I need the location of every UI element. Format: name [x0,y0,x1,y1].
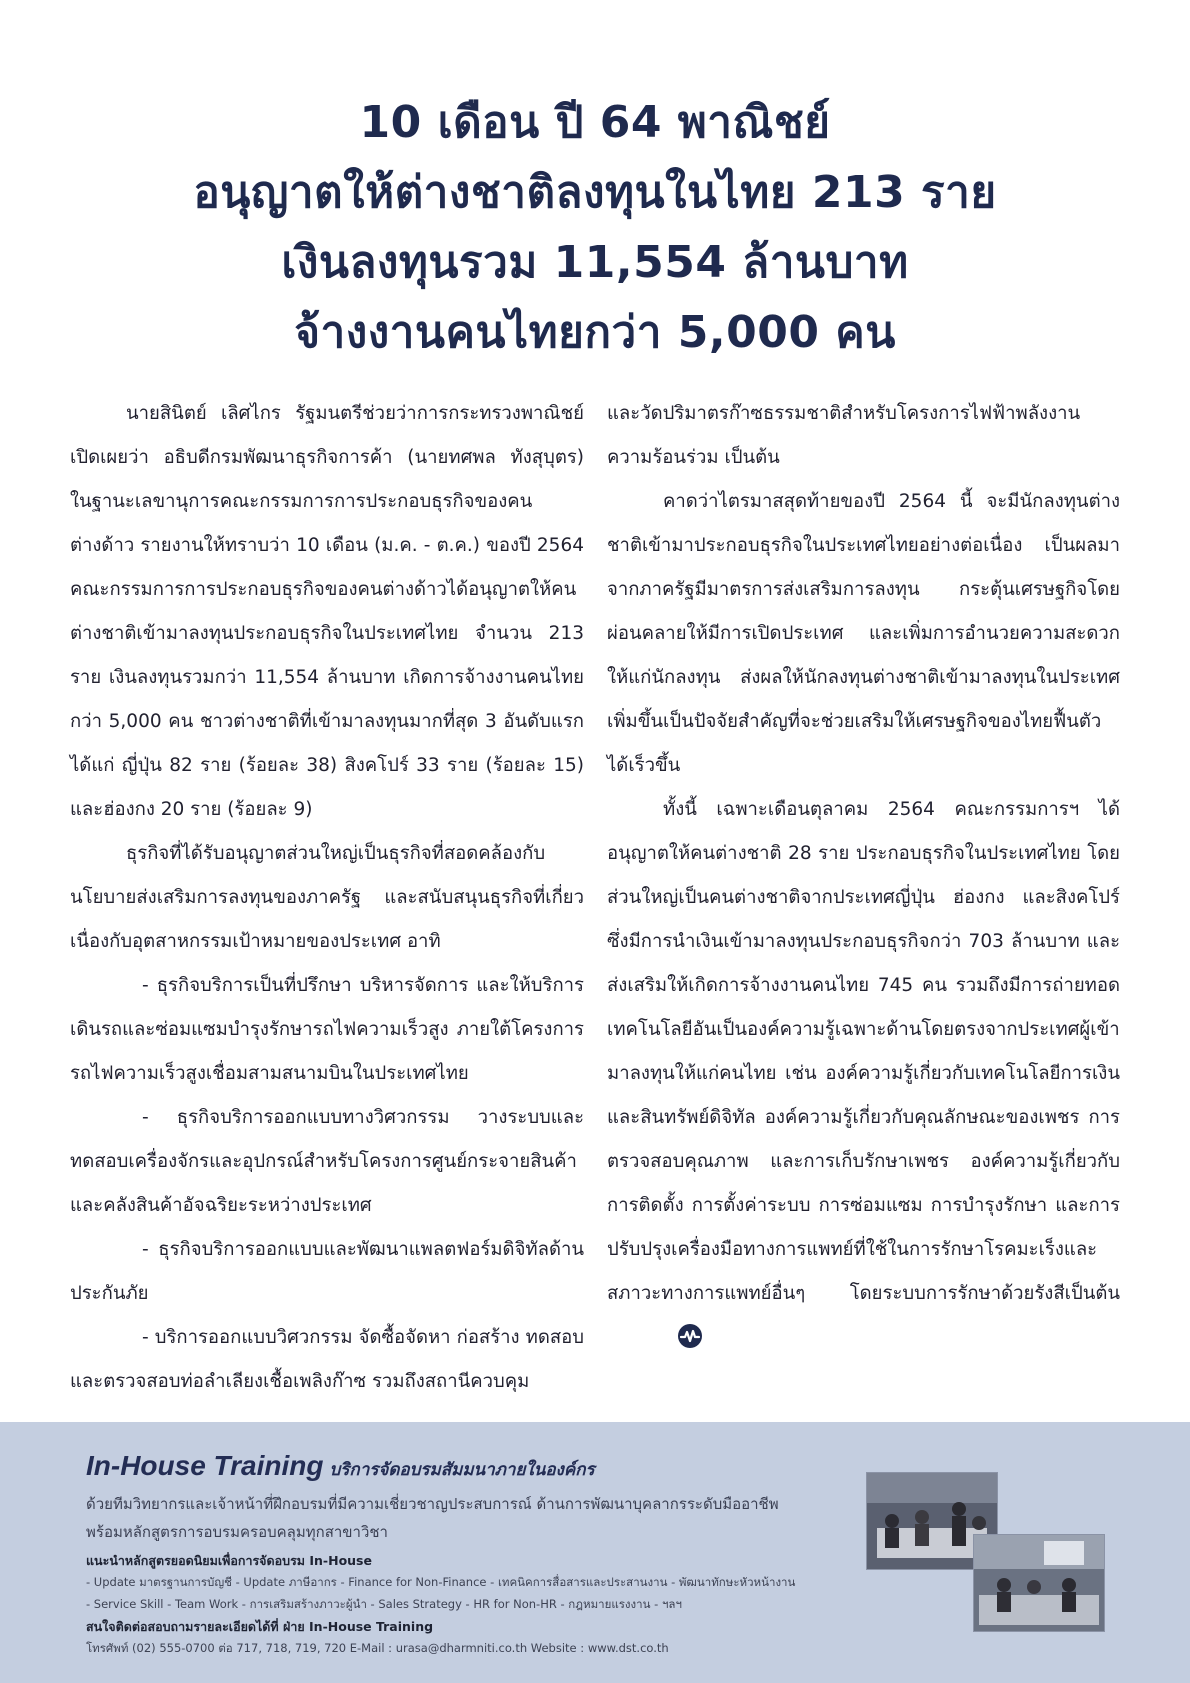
headline [60,88,1130,368]
article-bullet: - ธุรกิจบริการออกแบบและพัฒนาแพลตฟอร์มดิจิทัลด้านประกันภัย [70,1239,584,1304]
article-end-logo-icon [621,1322,647,1348]
article-paragraph-text: ทั้งนี้ เฉพาะเดือนตุลาคม 2564 คณะกรรมการฯ ได้อนุญาตให้คนต่างชาติ 28 ราย ประกอบธุรกิจในประเทศไทย โดยส่วนใหญ่เป็นคนต่างชาติจากประเทศญี่ปุ่น ฮ่องกง และสิงคโปร์ ซึ่งมีการนำเงินเข้ามาลงทุนประกอบธุรกิจกว่า 703 ล้านบาท และส่งเสริมให้เกิดการจ้างงานคนไทย 745 คน รวมถึงมีการถ่ายทอดเทคโนโลยีอันเป็นองค์ความรู้เฉพาะด้านโดยตรงจากประเทศผู้เข้ามาลงทุนให้แก่คนไทย เช่น องค์ความรู้เกี่ยวกับเทคโนโลยีการเงินและสินทรัพย์ดิจิทัล องค์ความรู้เกี่ยวกับคุณลักษณะของเพชร การตรวจสอบคุณภาพ และการเก็บรักษาเพชร องค์ความรู้เกี่ยวกับการติดตั้ง การตั้งค่าระบบ การซ่อมแซม การบำรุงรักษา และการปรับปรุงเครื่องมือทางการแพทย์ที่ใช้ในการรักษาโรคมะเร็งและสภาวะทางการแพทย์อื่นๆ โดยระบบการรักษาด้วยรังสีเป็นต้น [607,799,1120,1304]
footer-courses-heading: แนะนำหลักสูตรยอดนิยมเพื่อการจัดอบรม In-House [86,1553,372,1568]
headline-line-2: อนุญาตให้ต่างชาติลงทุนในไทย 213 ราย [193,167,997,218]
footer-title-text: In-House Training [86,1450,324,1481]
headline-line-1: 10 เดือน ปี 64 พาณิชย์ [359,97,831,148]
article-paragraph: คาดว่าไตรมาสสุดท้ายของปี 2564 นี้ จะมีนักลงทุนต่างชาติเข้ามาประกอบธุรกิจในประเทศไทยอย่างต่อเนื่อง เป็นผลมาจากภาครัฐมีมาตรการส่งเสริมการลงทุน กระตุ้นเศรษฐกิจโดยผ่อนคลายให้มีการเปิดประเทศ และเพิ่มการอำนวยความสะดวกให้แก่นักลงทุน ส่งผลให้นักลงทุนต่างชาติเข้ามาลงทุนในประเทศเพิ่มขึ้นเป็นปัจจัยสำคัญที่จะช่วยเสริมให้เศรษฐกิจของไทยฟื้นตัวได้เร็วขึ้น [607,491,1120,776]
headline-line-3: เงินลงทุนรวม 11,554 ล้านบาท [281,237,909,288]
article-paragraph: นายสินิตย์ เลิศไกร รัฐมนตรีช่วยว่าการกระทรวงพาณิชย์ เปิดเผยว่า อธิบดีกรมพัฒนาธุรกิจการค้า (นายทศพล ทังสุบุตร) ในฐานะเลขานุการคณะกรรมการการประกอบธุรกิจของคนต่างด้าว รายงานให้ทราบว่า 10 เดือน (ม.ค. - ต.ค.) ของปี 2564 คณะกรรมการการประกอบธุรกิจของคนต่างด้าวได้อนุญาตให้คนต่างชาติเข้ามาลงทุนประกอบธุรกิจในประเทศไทย จำนวน 213 ราย เงินลงทุนรวมกว่า 11,554 ล้านบาท เกิดการจ้างงานคนไทยกว่า 5,000 คน ชาวต่างชาติที่เข้ามาลงทุนมากที่สุด 3 อันดับแรก ได้แก่ ญี่ปุ่น 82 ราย (ร้อยละ 38) สิงคโปร์ 33 ราย (ร้อยละ 15) และฮ่องกง 20 ราย (ร้อยละ 9) [70,403,584,820]
training-photo-2 [973,1534,1105,1632]
article-bullet: - ธุรกิจบริการเป็นที่ปรึกษา บริหารจัดการ และให้บริการเดินรถและซ่อมแซมบำรุงรักษารถไฟความเร็วสูง ภายใต้โครงการรถไฟความเร็วสูงเชื่อมสามสนามบินในประเทศไทย [70,975,584,1084]
footer-courses-line-1: - Update มาตรฐานการบัญชี - Update ภาษีอากร - Finance for Non-Finance - เทคนิคการสื่อสารและประสานงาน - พัฒนาทักษะหัวหน้างาน [86,1575,796,1589]
footer-subtitle: บริการจัดอบรมสัมมนาภายในองค์กร [329,1460,595,1480]
article-paragraph [607,788,1120,1360]
footer-title [86,1450,595,1483]
footer-description-2: พร้อมหลักสูตรการอบรมครอบคลุมทุกสาขาวิชา [86,1523,388,1541]
footer-contact: โทรศัพท์ (02) 555-0700 ต่อ 717, 718, 719, 720 E-Mail : urasa@dharmniti.co.th Website : www.dst.co.th [86,1641,669,1655]
article-column-right [607,392,1120,1360]
headline-line-4: จ้างงานคนไทยกว่า 5,000 คน [294,307,896,358]
footer-courses-line-2: - Service Skill - Team Work - การเสริมสร้างภาวะผู้นำ - Sales Strategy - HR for Non-HR - กฎหมายแรงงาน - ฯลฯ [86,1597,682,1611]
article-column-left [70,392,584,1404]
article-bullet: - บริการออกแบบวิศวกรรม จัดซื้อจัดหา ก่อสร้าง ทดสอบและตรวจสอบท่อลำเลียงเชื้อเพลิงก๊าซ รวมถึงสถานีควบคุม [70,1327,584,1392]
article-paragraph: ธุรกิจที่ได้รับอนุญาตส่วนใหญ่เป็นธุรกิจที่สอดคล้องกับนโยบายส่งเสริมการลงทุนของภาครัฐ และสนับสนุนธุรกิจที่เกี่ยวเนื่องกับอุตสาหกรรมเป้าหมายของประเทศ อาทิ [70,843,584,952]
article-bullet: - ธุรกิจบริการออกแบบทางวิศวกรรม วางระบบและทดสอบเครื่องจักรและอุปกรณ์สำหรับโครงการศูนย์กระจายสินค้าและคลังสินค้าอัจฉริยะระหว่างประเทศ [70,1107,584,1216]
footer-description-1: ด้วยทีมวิทยากรและเจ้าหน้าที่ฝึกอบรมที่มีความเชี่ยวชาญประสบการณ์ ด้านการพัฒนาบุคลากรระดับมืออาชีพ [86,1495,779,1513]
footer-contact-heading: สนใจติดต่อสอบถามรายละเอียดได้ที่ ฝ่าย In-House Training [86,1619,434,1634]
article-paragraph: และวัดปริมาตรก๊าซธรรมชาติสำหรับโครงการไฟฟ้าพลังงานความร้อนร่วม เป็นต้น [607,403,1081,468]
footer-banner [0,1422,1190,1683]
